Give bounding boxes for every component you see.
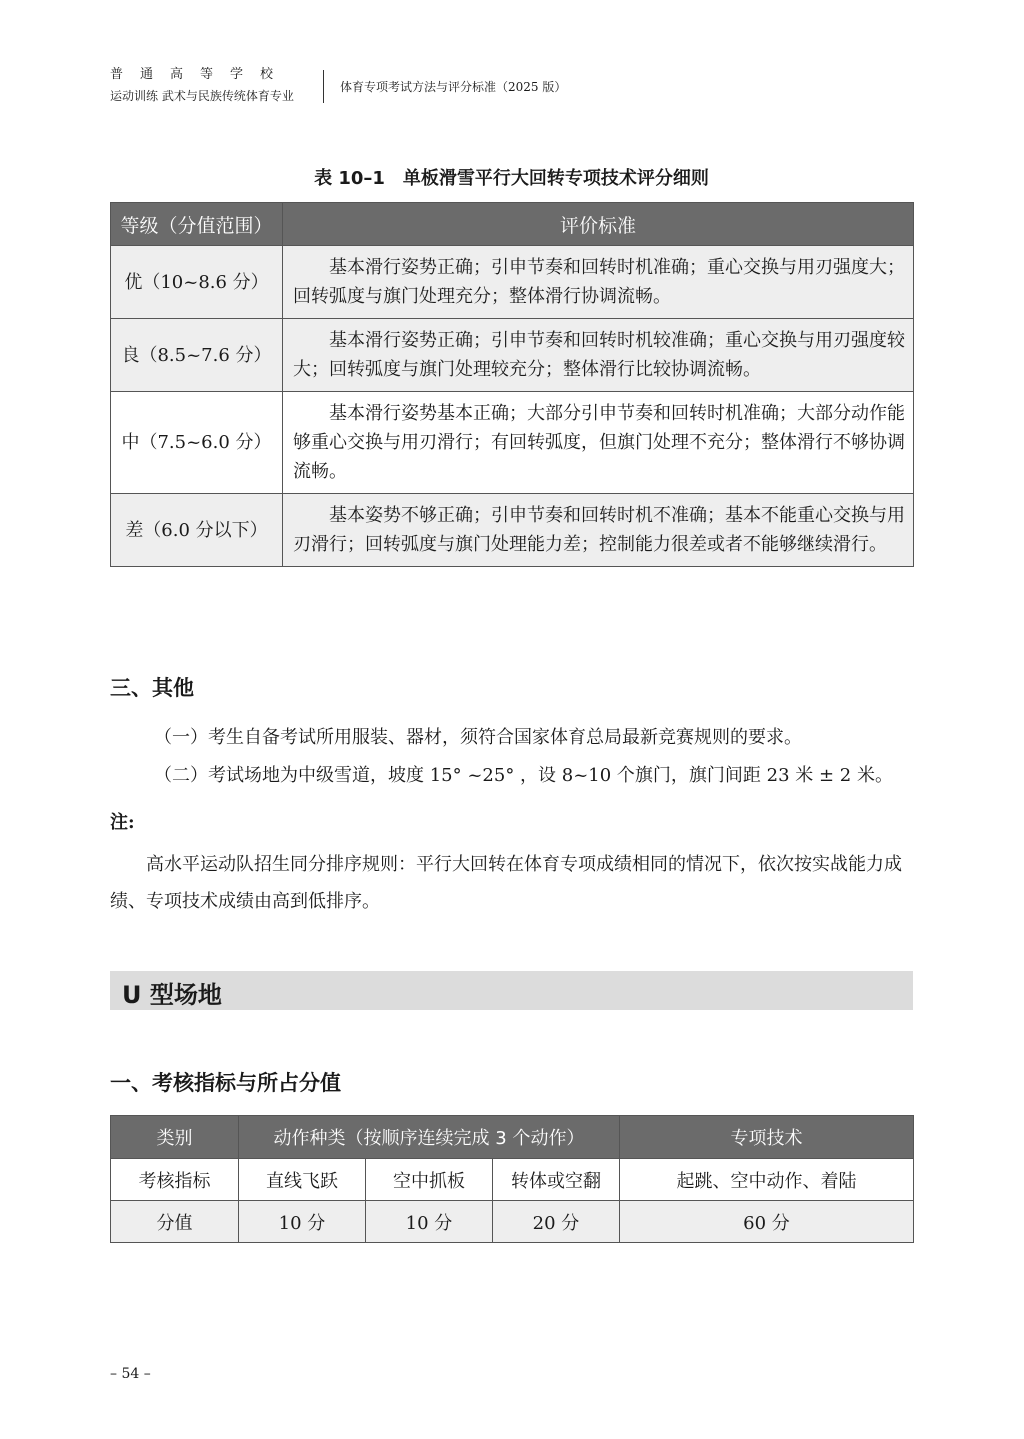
criteria-cell (283, 494, 914, 567)
level-cell: 良（8.5~7.6 分） (111, 319, 283, 392)
level-cell: 优（10~8.6 分） (111, 246, 283, 319)
note-label: 注: (110, 812, 135, 833)
level-cell: 中（7.5~6.0 分） (111, 392, 283, 494)
indicator-cell: 起跳、空中动作、着陆 (620, 1159, 914, 1201)
note-text: 高水平运动队招生同分排序规则：平行大回转在体育专项成绩相同的情况下，依次按实战能力成绩、专项技术成绩由高到低排序。 (110, 854, 902, 912)
table-row (111, 1159, 914, 1201)
header-major: 运动训练 武术与民族传统体育专业 (110, 89, 294, 103)
page-number: – 54 – (110, 1366, 151, 1382)
score-cell: 10 分 (366, 1201, 493, 1243)
other-item-1: （一）考生自备考试所用服装、器材，须符合国家体育总局最新竞赛规则的要求。 (154, 727, 802, 748)
table-row (111, 1201, 914, 1243)
header-technique: 专项技术 (620, 1116, 914, 1159)
header-school-type: 普通高等学校 (110, 67, 291, 82)
indicator-cell: 直线飞跃 (239, 1159, 366, 1201)
table-row (111, 319, 914, 392)
scoring-criteria-table (110, 202, 914, 567)
table-header-row (111, 1116, 914, 1159)
table-row (111, 246, 914, 319)
table-header-row (111, 203, 914, 246)
score-cell: 60 分 (620, 1201, 914, 1243)
section-heading-other: 三、其他 (110, 676, 194, 700)
score-allocation-table (110, 1115, 914, 1243)
criteria-text: 基本姿势不够正确；引申节奏和回转时机不准确；基本不能重心交换与用刃滑行；回转弧度与旗门处理能力差；控制能力很差或者不能够继续滑行。 (293, 505, 905, 555)
indicator-cell: 空中抓板 (366, 1159, 493, 1201)
score-cell: 10 分 (239, 1201, 366, 1243)
criteria-text: 基本滑行姿势正确；引申节奏和回转时机准确；重心交换与用刃强度大；回转弧度与旗门处理充分；整体滑行协调流畅。 (293, 257, 905, 307)
header-level: 等级（分值范围） (111, 203, 283, 246)
header-action-types: 动作种类（按顺序连续完成 3 个动作） (239, 1116, 620, 1159)
table-caption: 表 10–1 单板滑雪平行大回转专项技术评分细则 (314, 168, 709, 189)
row-label-indicator: 考核指标 (111, 1159, 239, 1201)
u-section-title: U 型场地 (122, 981, 222, 1009)
note-body (110, 846, 913, 920)
score-cell: 20 分 (493, 1201, 620, 1243)
table-row (111, 494, 914, 567)
running-header-left (110, 66, 320, 105)
criteria-cell (283, 392, 914, 494)
u-subsection-heading: 一、考核指标与所占分值 (110, 1071, 341, 1095)
table-row (111, 392, 914, 494)
row-label-score: 分值 (111, 1201, 239, 1243)
criteria-text: 基本滑行姿势基本正确；大部分引申节奏和回转时机准确；大部分动作能够重心交换与用刃滑行；有回转弧度，但旗门处理不充分；整体滑行不够协调流畅。 (293, 403, 905, 482)
criteria-cell (283, 319, 914, 392)
header-category: 类别 (111, 1116, 239, 1159)
u-section-banner (110, 971, 913, 1010)
other-item-2: （二）考试场地为中级雪道，坡度 15° ~25° ，设 8~10 个旗门，旗门间距 23 米 ± 2 米。 (154, 765, 893, 786)
header-divider (323, 70, 324, 103)
indicator-cell: 转体或空翻 (493, 1159, 620, 1201)
criteria-text: 基本滑行姿势正确；引申节奏和回转时机较准确；重心交换与用刃强度较大；回转弧度与旗门处理较充分；整体滑行比较协调流畅。 (293, 330, 905, 380)
header-book-title: 体育专项考试方法与评分标准（2025 版） (340, 80, 567, 94)
criteria-cell (283, 246, 914, 319)
header-criteria: 评价标准 (283, 203, 914, 246)
level-cell: 差（6.0 分以下） (111, 494, 283, 567)
